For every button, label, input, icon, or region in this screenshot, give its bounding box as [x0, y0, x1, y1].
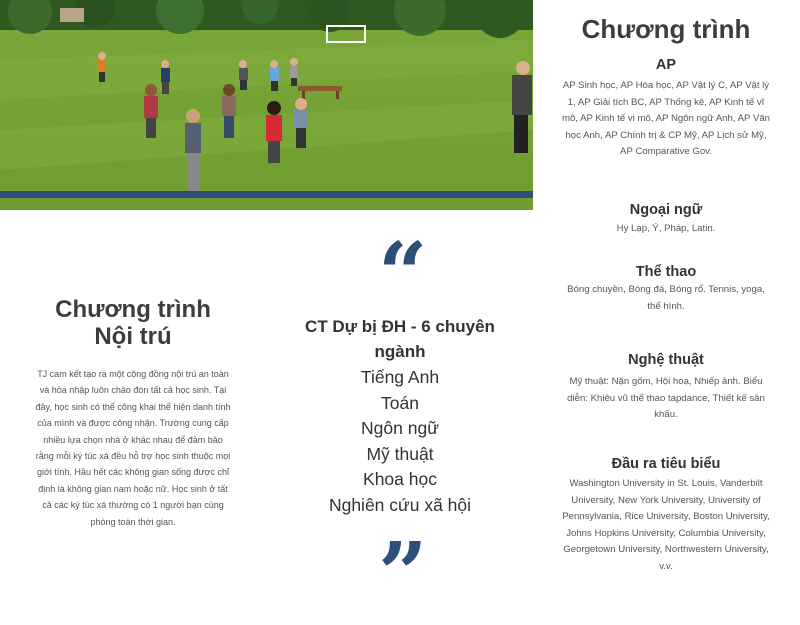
list-item: Mỹ thuật	[366, 443, 434, 464]
students-running-photo	[0, 0, 533, 210]
prep-program-heading: CT Dự bị ĐH - 6 chuyên ngành	[305, 317, 495, 361]
list-item: Nghiên cứu xã hội	[328, 494, 472, 515]
arts-body: Mỹ thuật: Nặn gốm, Hội hoạ, Nhiếp ảnh. Biểu diễn: Khiêu vũ thể thao tapdance, Thiết kế sân khấu.	[567, 376, 765, 421]
boarding-title-line1: Chương trình	[55, 296, 211, 323]
boarding-program-title	[30, 296, 236, 350]
ap-heading: AP	[655, 57, 677, 73]
prep-majors-list	[280, 365, 520, 519]
list-item: Khoa học	[363, 469, 437, 490]
outcomes-heading: Đầu ra tiêu biểu	[611, 456, 721, 472]
ap-body: AP Sinh học, AP Hóa học, AP Vật lý C, AP Vật lý 1, AP Giải tích BC, AP Thống kê, AP Kinh tế vĩ mô, AP Kinh tế vi mô, AP Ngôn ngữ Anh, AP Văn học Anh, AP Chính trị & CP Mỹ, AP Lịch sử Mỹ, AP Comparative Gov.	[561, 80, 771, 158]
close-quote-icon: ”	[378, 524, 428, 625]
open-quote-icon: “	[378, 224, 428, 325]
list-item: Ngôn ngữ	[361, 418, 439, 439]
photo-accent-bar	[0, 191, 533, 198]
boarding-program-body: TJ cam kết tạo ra một cộng đồng nội trú an toàn và hòa nhập luôn chào đón tất cả học sinh. Tại đây, học sinh có thể công khai thể hiện danh tính của mình và được công nhận. Trường cung cấp nhiều lựa chọn nhà ở khác nhau để đảm bảo rằng mỗi ký túc xá đều hỗ trợ học sinh thuộc mọi giới tính. Hầu hết các không gian sống được chỉ định là không gian nam hoặc nữ. Học sinh ở tất cả các ký túc xá thường có 1 người bạn cùng phòng toàn thời gian.	[35, 369, 231, 527]
list-item: Tiếng Anh	[360, 367, 440, 387]
arts-heading: Nghệ thuật	[628, 352, 704, 368]
sports-body: Bóng chuyền, Bóng đá, Bóng rổ. Tennis, yoga, thể hình.	[567, 284, 765, 312]
list-item: Toán	[381, 392, 419, 413]
boarding-title-line2: Nội trú	[94, 323, 172, 350]
languages-heading: Ngoại ngữ	[629, 202, 703, 218]
languages-body: Hy Lạp, Ý, Pháp, Latin.	[616, 223, 716, 234]
outcomes-body: Washington University in St. Louis, Vanderbilt University, New York University, University of Pennsylvania, Rice University, Boston University, Johns Hopkins University, Columbia University, Georgetown University, Northwestern University, v.v.	[562, 478, 770, 572]
curriculum-title: Chương trình	[581, 14, 751, 44]
sports-heading: Thể thao	[635, 264, 697, 280]
